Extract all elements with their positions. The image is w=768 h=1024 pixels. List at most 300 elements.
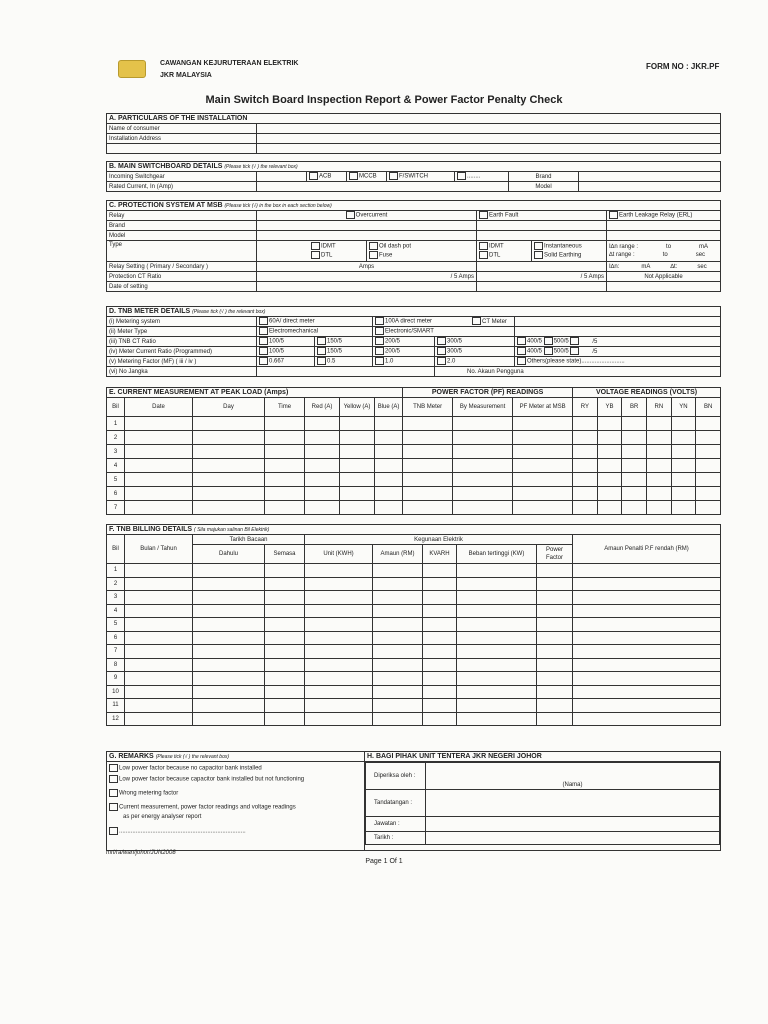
opt-mc[interactable]	[435, 347, 515, 357]
opt-mc[interactable]	[515, 347, 721, 357]
checkbox[interactable]	[517, 337, 526, 345]
table-cell[interactable]	[537, 604, 573, 618]
table-cell[interactable]	[423, 712, 457, 726]
opt-ct[interactable]	[435, 337, 515, 347]
checkbox[interactable]	[109, 803, 118, 811]
table-cell[interactable]	[193, 658, 265, 672]
checkbox[interactable]	[109, 775, 118, 783]
table-cell[interactable]	[265, 473, 305, 487]
install-address-field-2[interactable]	[257, 144, 721, 154]
checkbox[interactable]	[517, 347, 526, 355]
table-cell[interactable]	[573, 501, 598, 515]
checkbox[interactable]	[375, 337, 384, 345]
table-cell[interactable]	[573, 672, 721, 686]
table-cell[interactable]	[375, 431, 403, 445]
akaun-field[interactable]	[435, 367, 721, 377]
table-cell[interactable]	[573, 577, 721, 591]
table-cell[interactable]	[622, 431, 647, 445]
table-cell[interactable]	[305, 591, 373, 605]
table-cell[interactable]	[305, 487, 340, 501]
table-cell[interactable]	[340, 445, 375, 459]
table-cell[interactable]	[573, 459, 598, 473]
diperiksa-field[interactable]	[426, 763, 720, 790]
table-cell[interactable]	[453, 459, 513, 473]
no-jangka-field[interactable]	[257, 367, 435, 377]
checkbox[interactable]	[369, 242, 378, 250]
table-cell[interactable]	[696, 473, 721, 487]
table-cell[interactable]	[647, 473, 672, 487]
brand-field[interactable]	[477, 221, 607, 231]
table-cell[interactable]	[537, 685, 573, 699]
opt-earth-fault[interactable]	[477, 211, 607, 221]
model-field[interactable]	[477, 231, 607, 241]
table-cell[interactable]	[193, 631, 265, 645]
table-cell[interactable]	[573, 645, 721, 659]
table-cell[interactable]	[340, 459, 375, 473]
table-cell[interactable]	[622, 487, 647, 501]
opt-fswitch[interactable]	[387, 172, 455, 182]
table-cell[interactable]	[265, 685, 305, 699]
table-cell[interactable]	[375, 487, 403, 501]
table-cell[interactable]	[573, 417, 598, 431]
table-cell[interactable]	[340, 473, 375, 487]
table-cell[interactable]	[305, 417, 340, 431]
remark-5[interactable]	[109, 827, 362, 837]
table-cell[interactable]	[423, 604, 457, 618]
table-cell[interactable]	[573, 564, 721, 578]
table-cell[interactable]	[423, 645, 457, 659]
checkbox[interactable]	[609, 211, 618, 219]
table-cell[interactable]	[125, 459, 193, 473]
checkbox[interactable]	[437, 357, 446, 365]
table-cell[interactable]	[125, 473, 193, 487]
opt-overcurrent[interactable]	[257, 211, 477, 221]
table-cell[interactable]	[537, 564, 573, 578]
table-cell[interactable]	[573, 618, 721, 632]
table-cell[interactable]	[375, 501, 403, 515]
table-cell[interactable]	[340, 501, 375, 515]
table-cell[interactable]	[537, 591, 573, 605]
checkbox[interactable]	[109, 827, 118, 835]
table-cell[interactable]	[125, 712, 193, 726]
table-cell[interactable]	[671, 431, 696, 445]
table-cell[interactable]	[597, 459, 622, 473]
table-cell[interactable]	[671, 501, 696, 515]
checkbox[interactable]	[259, 337, 268, 345]
table-cell[interactable]	[573, 445, 598, 459]
table-cell[interactable]	[305, 658, 373, 672]
table-cell[interactable]	[597, 445, 622, 459]
checkbox[interactable]	[479, 211, 488, 219]
table-cell[interactable]	[125, 604, 193, 618]
checkbox[interactable]	[311, 242, 320, 250]
table-cell[interactable]	[305, 459, 340, 473]
ct-ratio-ef[interactable]: / 5 Amps	[477, 272, 607, 282]
table-cell[interactable]	[573, 604, 721, 618]
table-cell[interactable]	[573, 712, 721, 726]
table-cell[interactable]	[457, 645, 537, 659]
remark-2[interactable]	[109, 775, 362, 789]
table-cell[interactable]	[305, 431, 340, 445]
table-cell[interactable]	[265, 658, 305, 672]
remark-1[interactable]	[109, 764, 362, 775]
table-cell[interactable]	[125, 445, 193, 459]
checkbox[interactable]	[369, 251, 378, 259]
table-cell[interactable]	[193, 564, 265, 578]
checkbox[interactable]	[309, 172, 318, 180]
table-cell[interactable]	[457, 685, 537, 699]
table-cell[interactable]	[265, 645, 305, 659]
table-cell[interactable]	[622, 445, 647, 459]
table-cell[interactable]	[647, 501, 672, 515]
table-cell[interactable]	[305, 445, 340, 459]
table-cell[interactable]	[457, 618, 537, 632]
table-cell[interactable]	[513, 431, 573, 445]
table-cell[interactable]	[373, 658, 423, 672]
rated-field[interactable]	[257, 182, 509, 192]
checkbox[interactable]	[346, 211, 355, 219]
table-cell[interactable]	[305, 618, 373, 632]
table-cell[interactable]	[305, 604, 373, 618]
table-cell[interactable]	[373, 672, 423, 686]
model-field[interactable]	[607, 231, 721, 241]
table-cell[interactable]	[537, 618, 573, 632]
table-cell[interactable]	[265, 431, 305, 445]
table-cell[interactable]	[403, 473, 453, 487]
tarikh-field[interactable]	[426, 832, 720, 845]
checkbox[interactable]	[437, 347, 446, 355]
table-cell[interactable]	[647, 431, 672, 445]
table-cell[interactable]	[193, 604, 265, 618]
table-cell[interactable]	[403, 417, 453, 431]
table-cell[interactable]	[457, 577, 537, 591]
install-address-field[interactable]	[257, 134, 721, 144]
opt-ct[interactable]	[515, 337, 721, 347]
table-cell[interactable]	[671, 487, 696, 501]
table-cell[interactable]	[453, 501, 513, 515]
table-cell[interactable]	[696, 487, 721, 501]
table-cell[interactable]	[457, 699, 537, 713]
date-field[interactable]	[607, 282, 721, 292]
table-cell[interactable]	[423, 564, 457, 578]
table-cell[interactable]	[340, 431, 375, 445]
table-cell[interactable]	[573, 473, 598, 487]
table-cell[interactable]	[125, 672, 193, 686]
table-cell[interactable]	[622, 501, 647, 515]
opt-mc[interactable]	[315, 347, 373, 357]
opt-electronic[interactable]	[373, 327, 515, 337]
table-cell[interactable]	[403, 487, 453, 501]
table-cell[interactable]	[373, 618, 423, 632]
checkbox[interactable]	[544, 347, 553, 355]
table-cell[interactable]	[193, 501, 265, 515]
table-cell[interactable]	[265, 445, 305, 459]
table-cell[interactable]	[193, 431, 265, 445]
table-cell[interactable]	[457, 672, 537, 686]
table-cell[interactable]	[671, 417, 696, 431]
table-cell[interactable]	[513, 459, 573, 473]
table-cell[interactable]	[597, 487, 622, 501]
table-cell[interactable]	[373, 577, 423, 591]
checkbox[interactable]	[534, 251, 543, 259]
table-cell[interactable]	[597, 431, 622, 445]
table-cell[interactable]	[340, 487, 375, 501]
checkbox[interactable]	[349, 172, 358, 180]
table-cell[interactable]	[373, 699, 423, 713]
table-cell[interactable]	[597, 473, 622, 487]
table-cell[interactable]	[373, 591, 423, 605]
table-cell[interactable]	[265, 618, 305, 632]
opt-ct[interactable]	[373, 337, 435, 347]
table-cell[interactable]	[513, 445, 573, 459]
table-cell[interactable]	[671, 459, 696, 473]
setting-ef[interactable]	[477, 262, 607, 272]
table-cell[interactable]	[513, 473, 573, 487]
table-cell[interactable]	[305, 501, 340, 515]
checkbox[interactable]	[479, 251, 488, 259]
table-cell[interactable]	[423, 618, 457, 632]
opt-60a[interactable]	[257, 317, 373, 327]
table-cell[interactable]	[671, 473, 696, 487]
checkbox[interactable]	[570, 337, 579, 345]
table-cell[interactable]	[125, 645, 193, 659]
checkbox[interactable]	[375, 327, 384, 335]
table-cell[interactable]	[622, 417, 647, 431]
checkbox[interactable]	[375, 357, 384, 365]
tandatangan-field[interactable]	[426, 790, 720, 817]
opt-mccb[interactable]	[347, 172, 387, 182]
checkbox[interactable]	[375, 347, 384, 355]
table-cell[interactable]	[403, 501, 453, 515]
checkbox[interactable]	[259, 347, 268, 355]
checkbox[interactable]	[389, 172, 398, 180]
table-cell[interactable]	[696, 459, 721, 473]
remark-4[interactable]	[109, 803, 362, 813]
table-cell[interactable]	[373, 564, 423, 578]
table-cell[interactable]	[513, 487, 573, 501]
table-cell[interactable]	[305, 672, 373, 686]
opt-100a[interactable]	[373, 317, 515, 327]
table-cell[interactable]	[193, 672, 265, 686]
table-cell[interactable]	[193, 618, 265, 632]
opt-ct[interactable]	[315, 337, 373, 347]
table-cell[interactable]	[403, 459, 453, 473]
table-cell[interactable]	[193, 445, 265, 459]
table-cell[interactable]	[573, 699, 721, 713]
table-cell[interactable]	[265, 699, 305, 713]
table-cell[interactable]	[265, 417, 305, 431]
table-cell[interactable]	[305, 685, 373, 699]
checkbox[interactable]	[311, 251, 320, 259]
table-cell[interactable]	[305, 564, 373, 578]
table-cell[interactable]	[193, 417, 265, 431]
checkbox[interactable]	[259, 327, 268, 335]
table-cell[interactable]	[193, 487, 265, 501]
table-cell[interactable]	[537, 645, 573, 659]
table-cell[interactable]	[647, 459, 672, 473]
table-cell[interactable]	[125, 577, 193, 591]
checkbox[interactable]	[544, 337, 553, 345]
table-cell[interactable]	[573, 658, 721, 672]
table-cell[interactable]	[375, 473, 403, 487]
table-cell[interactable]	[573, 591, 721, 605]
table-cell[interactable]	[373, 631, 423, 645]
setting-amps[interactable]: Amps	[257, 262, 477, 272]
table-cell[interactable]	[537, 577, 573, 591]
table-cell[interactable]	[457, 712, 537, 726]
table-cell[interactable]	[537, 631, 573, 645]
checkbox[interactable]	[534, 242, 543, 250]
table-cell[interactable]	[373, 604, 423, 618]
table-cell[interactable]	[696, 431, 721, 445]
table-cell[interactable]	[305, 712, 373, 726]
ct-ratio-oc[interactable]: / 5 Amps	[257, 272, 477, 282]
table-cell[interactable]	[373, 712, 423, 726]
table-cell[interactable]	[375, 417, 403, 431]
table-cell[interactable]	[193, 645, 265, 659]
table-cell[interactable]	[265, 604, 305, 618]
table-cell[interactable]	[622, 473, 647, 487]
table-cell[interactable]	[537, 712, 573, 726]
checkbox[interactable]	[437, 337, 446, 345]
opt-mf[interactable]	[435, 357, 515, 367]
opt-mf[interactable]	[315, 357, 373, 367]
table-cell[interactable]	[125, 487, 193, 501]
model-field[interactable]	[257, 231, 477, 241]
brand-field[interactable]	[257, 221, 477, 231]
opt-mf[interactable]	[257, 357, 315, 367]
checkbox[interactable]	[457, 172, 466, 180]
opt-other[interactable]	[455, 172, 509, 182]
table-cell[interactable]	[265, 712, 305, 726]
opt-mc[interactable]	[373, 347, 435, 357]
table-cell[interactable]	[453, 487, 513, 501]
table-cell[interactable]	[537, 699, 573, 713]
checkbox[interactable]	[570, 347, 579, 355]
table-cell[interactable]	[305, 645, 373, 659]
table-cell[interactable]	[453, 417, 513, 431]
table-cell[interactable]	[403, 431, 453, 445]
table-cell[interactable]	[375, 445, 403, 459]
table-cell[interactable]	[193, 459, 265, 473]
table-cell[interactable]	[423, 672, 457, 686]
checkbox[interactable]	[109, 764, 118, 772]
table-cell[interactable]	[193, 712, 265, 726]
opt-mf-other[interactable]	[515, 357, 721, 367]
table-cell[interactable]	[373, 645, 423, 659]
table-cell[interactable]	[671, 445, 696, 459]
brand-field[interactable]	[607, 221, 721, 231]
checkbox[interactable]	[375, 317, 384, 325]
table-cell[interactable]	[513, 417, 573, 431]
table-cell[interactable]	[265, 631, 305, 645]
date-field[interactable]	[257, 282, 477, 292]
table-cell[interactable]	[537, 672, 573, 686]
checkbox[interactable]	[259, 317, 268, 325]
table-cell[interactable]	[125, 699, 193, 713]
table-cell[interactable]	[573, 631, 721, 645]
table-cell[interactable]	[573, 685, 721, 699]
table-cell[interactable]	[457, 631, 537, 645]
table-cell[interactable]	[193, 685, 265, 699]
table-cell[interactable]	[423, 591, 457, 605]
table-cell[interactable]	[375, 459, 403, 473]
table-cell[interactable]	[423, 631, 457, 645]
table-cell[interactable]	[647, 445, 672, 459]
brand-field[interactable]	[579, 172, 721, 182]
date-field[interactable]	[477, 282, 607, 292]
table-cell[interactable]	[305, 699, 373, 713]
table-cell[interactable]	[125, 431, 193, 445]
table-cell[interactable]	[373, 685, 423, 699]
table-cell[interactable]	[457, 604, 537, 618]
table-cell[interactable]	[125, 685, 193, 699]
table-cell[interactable]	[265, 459, 305, 473]
table-cell[interactable]	[265, 672, 305, 686]
checkbox[interactable]	[479, 242, 488, 250]
table-cell[interactable]	[457, 591, 537, 605]
opt-electromech[interactable]	[257, 327, 373, 337]
model-field[interactable]	[579, 182, 721, 192]
table-cell[interactable]	[537, 658, 573, 672]
table-cell[interactable]	[265, 501, 305, 515]
table-cell[interactable]	[647, 487, 672, 501]
table-cell[interactable]	[453, 431, 513, 445]
opt-acb[interactable]	[307, 172, 347, 182]
opt-mf[interactable]	[373, 357, 435, 367]
table-cell[interactable]	[125, 618, 193, 632]
table-cell[interactable]	[622, 459, 647, 473]
table-cell[interactable]	[696, 417, 721, 431]
table-cell[interactable]	[125, 631, 193, 645]
opt-ct[interactable]	[257, 337, 315, 347]
table-cell[interactable]	[453, 445, 513, 459]
table-cell[interactable]	[265, 487, 305, 501]
table-cell[interactable]	[453, 473, 513, 487]
checkbox[interactable]	[317, 337, 326, 345]
table-cell[interactable]	[125, 658, 193, 672]
setting-elr[interactable]	[607, 262, 721, 272]
table-cell[interactable]	[696, 501, 721, 515]
table-cell[interactable]	[513, 501, 573, 515]
table-cell[interactable]	[305, 577, 373, 591]
table-cell[interactable]	[423, 685, 457, 699]
table-cell[interactable]	[696, 445, 721, 459]
table-cell[interactable]	[125, 591, 193, 605]
table-cell[interactable]	[193, 473, 265, 487]
table-cell[interactable]	[457, 564, 537, 578]
table-cell[interactable]	[647, 417, 672, 431]
remark-3[interactable]	[109, 789, 362, 803]
table-cell[interactable]	[193, 577, 265, 591]
table-cell[interactable]	[193, 591, 265, 605]
table-cell[interactable]	[265, 577, 305, 591]
checkbox[interactable]	[317, 357, 326, 365]
table-cell[interactable]	[265, 564, 305, 578]
table-cell[interactable]	[597, 417, 622, 431]
table-cell[interactable]	[423, 658, 457, 672]
checkbox[interactable]	[517, 357, 526, 365]
table-cell[interactable]	[573, 431, 598, 445]
checkbox[interactable]	[109, 789, 118, 797]
table-cell[interactable]	[125, 501, 193, 515]
table-cell[interactable]	[423, 577, 457, 591]
table-cell[interactable]	[305, 631, 373, 645]
table-cell[interactable]	[265, 591, 305, 605]
table-cell[interactable]	[125, 564, 193, 578]
opt-elr[interactable]	[607, 211, 721, 221]
table-cell[interactable]	[125, 417, 193, 431]
